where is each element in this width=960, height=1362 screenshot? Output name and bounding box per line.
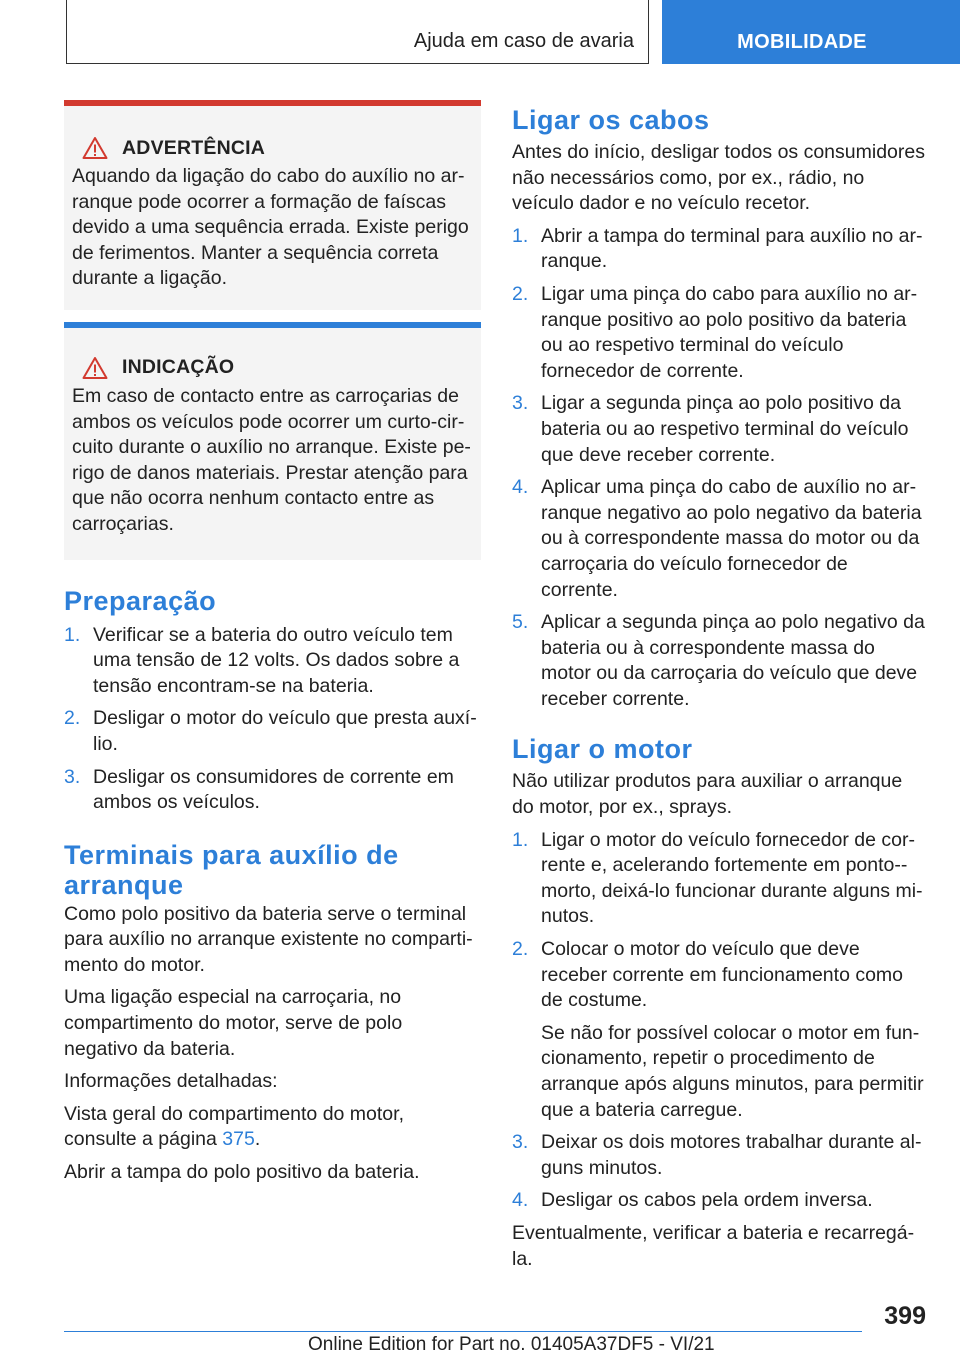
terminals-paragraph-positive: Como polo positivo da bateria serve o terminal para auxílio no arranque existente no compartimento do motor. (64, 902, 473, 976)
terminals-heading: Terminais para auxílio de arranque (64, 839, 399, 900)
step-number: 3. (512, 1131, 529, 1154)
list-item (512, 828, 926, 930)
step-text: Ligar a segunda pinça ao polo positivo da bateria ou ao respetivo terminal do veículo que deve receber corrente. (541, 392, 909, 466)
warning-triangle-icon (82, 356, 108, 380)
info-box-text: Em caso de contacto entre as carroçarias de ambos os veículos pode ocorrer um curto-circuito durante o auxílio no arranque. Existe perigo de danos materiais. Prestar atenção para que não ocorra nenhum contacto entre as carroçarias. (72, 384, 471, 535)
right-column (512, 100, 926, 1272)
header-chapter-title: MOBILIDADE (737, 31, 867, 53)
terminals-paragraph-details: Informações detalhadas: (64, 1070, 278, 1093)
list-item (512, 282, 926, 384)
reference-suffix: . (254, 1128, 261, 1151)
terminals-paragraph-negative: Uma ligação especial na carroçaria, no compartimento do motor, serve de polo negativo da bateria. (64, 986, 403, 1060)
preparation-heading: Preparação (64, 585, 217, 616)
list-item (512, 224, 926, 275)
step-text: Aplicar uma pinça do cabo de auxílio no arranque negativo ao polo negativo da bateria ou à correspondente massa do motor ou da carroçaria do veículo fornecedor de corrente. (541, 476, 922, 601)
info-box-header (82, 356, 473, 380)
list-item (512, 937, 926, 1123)
connect-cables-heading: Ligar os cabos (512, 105, 710, 135)
connect-cables-steps (512, 224, 926, 713)
start-engine-outro: Eventualmente, verificar a bateria e recarregá-la. (512, 1221, 915, 1270)
terminals-paragraph-reference (64, 1102, 481, 1153)
list-item (64, 706, 481, 757)
start-engine-steps (512, 828, 926, 1214)
step-number: 2. (512, 282, 529, 305)
page-number: 399 (884, 1302, 926, 1330)
step-number: 1. (64, 623, 81, 646)
page-reference-link[interactable]: 375 (222, 1128, 255, 1151)
step-subtext: Se não for possível colocar o motor em funcionamento, repetir o procedimento de arranque após alguns minutos, para permitir que a bateria carregue. (541, 1021, 924, 1121)
step-number: 3. (512, 392, 529, 415)
step-text: Colocar o motor do veículo que deve receber corrente em funcionamento como de costume. (541, 938, 904, 1012)
step-number: 5. (512, 611, 529, 634)
step-text: Ligar uma pinça do cabo para auxílio no arranque positivo ao polo positivo da bateria ou ao respetivo terminal do veículo fornecedor de corrente. (541, 282, 918, 382)
connect-cables-intro: Antes do início, desligar todos os consumidores não necessários como, por ex., rádio, no veículo dador e no veículo recetor. (512, 141, 925, 215)
step-number: 4. (512, 476, 529, 499)
step-number: 4. (512, 1189, 529, 1212)
step-number: 2. (64, 707, 81, 730)
list-item (512, 1130, 926, 1181)
info-box-title: INDICAÇÃO (122, 356, 235, 379)
footer-divider (64, 1331, 862, 1332)
footer-edition: Online Edition for Part no. 01405A37DF5 - VI/21 (308, 1334, 715, 1355)
reference-text: Vista geral do compartimento do motor, consulte a página (64, 1102, 404, 1151)
step-number: 3. (64, 765, 81, 788)
header-chapter-tab[interactable] (662, 0, 960, 64)
step-text: Desligar os consumidores de corrente em ambos os veículos. (93, 765, 454, 814)
list-item (512, 475, 926, 603)
step-text: Verificar se a bateria do outro veículo tem uma tensão de 12 volts. Os dados sobre a tensão encontram-se na bateria. (93, 623, 460, 697)
warning-box-header (82, 136, 473, 160)
list-item (512, 610, 926, 712)
step-number: 1. (512, 828, 529, 851)
left-column (64, 100, 481, 1186)
list-item (512, 1188, 926, 1214)
step-text: Ligar o motor do veículo fornecedor de corrente e, acelerando fortemente em ponto-​-morto, deixá-lo funcionar durante alguns minutos. (541, 828, 923, 928)
list-item (512, 391, 926, 468)
step-number: 2. (512, 938, 529, 961)
terminals-paragraph-open-cover: Abrir a tampa do polo positivo da bateria. (64, 1161, 420, 1184)
preparation-steps (64, 623, 481, 816)
start-engine-intro: Não utilizar produtos para auxiliar o arranque do motor, por ex., sprays. (512, 770, 903, 819)
list-item (64, 765, 481, 816)
start-engine-heading: Ligar o motor (512, 734, 693, 765)
warning-box-text: Aquando da ligação do cabo do auxílio no arranque pode ocorrer a formação de faíscas devido a uma sequência errada. Existe perigo de ferimentos. Manter a sequência correta durante a ligação. (72, 165, 469, 290)
step-text: Deixar os dois motores trabalhar durante alguns minutos. (541, 1131, 922, 1179)
step-number: 1. (512, 224, 529, 247)
header-section-box (66, 0, 649, 64)
warning-box (64, 100, 481, 310)
warning-box-title: ADVERTÊNCIA (122, 136, 266, 159)
header-section-title: Ajuda em caso de avaria (413, 30, 634, 52)
info-box (64, 322, 481, 560)
step-text: Aplicar a segunda pinça ao polo negativo da bateria ou à correspondente massa do motor ou da carroçaria do veículo que deve receber corrente. (541, 611, 925, 710)
warning-triangle-icon (82, 136, 108, 160)
step-text: Desligar os cabos pela ordem inversa. (541, 1189, 873, 1212)
step-text: Abrir a tampa do terminal para auxílio no arranque. (541, 224, 923, 273)
list-item (64, 623, 481, 700)
step-text: Desligar o motor do veículo que presta auxílio. (93, 707, 477, 755)
